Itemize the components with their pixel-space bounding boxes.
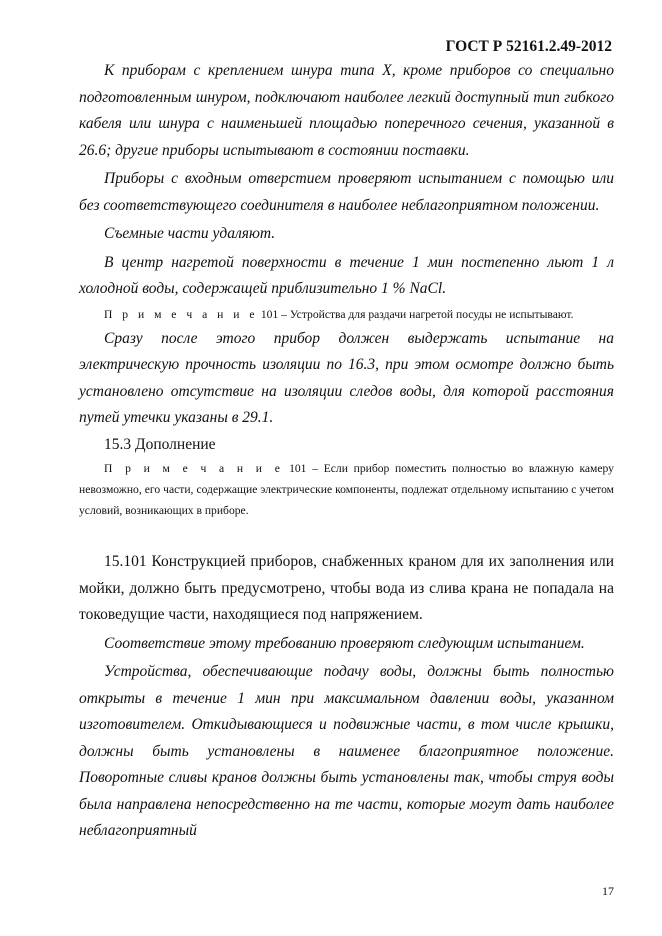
note-101-heated-dish [79,304,614,325]
clause-15-101: 15.101 Конструкцией приборов, снабженных краном для их заполнения или мойки, должно быть предусмотрено, чтобы вода из слива крана не попадала на токоведущие части, находящиеся под напряжением. [79,553,614,623]
paragraph-inlet-appliances: Приборы с входным отверстием проверяют испытанием с помощью или без соответствующего соединителя в наиболее неблагоприятном положении. [79,170,614,214]
paragraph-electric-strength: Сразу после этого прибор должен выдержать испытание на электрическую прочность изоляции по 16.3, при этом осмотре должно быть установлено отсутствие на изоляции следов воды, для которой расстояния путей утечки указаны в 29.1. [79,329,614,426]
note-text: 101 – Если прибор поместить полностью во влажную камеру невозможно, его части, содержащие электрические компоненты, подлежат отдельному испытанию с учетом условий, возникающих в приборе. [79,462,614,517]
paragraph-cord-attachment: К приборам с креплением шнура типа X, кроме приборов со специально подготовленным шнуром, подключают наиболее легкий доступный тип гибкого кабеля или шнура с наименьшей площадью поперечного сечения, указанной в 26.6; другие приборы испытывают в состоянии поставки. [79,62,614,159]
page-content [79,58,614,845]
section-heading-15-3: 15.3 Дополнение [104,435,216,453]
paragraph-compliance-check: Соответствие этому требованию проверяют следующим испытанием. [104,634,585,652]
note-101-humidity-cabinet [79,458,614,521]
paragraph-removable-parts: Съемные части удаляют. [104,225,276,242]
document-code-header: ГОСТ Р 52161.2.49-2012 [445,38,612,55]
note-label: П р и м е ч а н и е [104,462,284,475]
page-number: 17 [602,884,614,898]
note-label: П р и м е ч а н и е [104,307,258,321]
note-text: 101 – Устройства для раздачи нагретой посуды не испытывают. [257,307,574,321]
paragraph-water-supply-test: Устройства, обеспечивающие подачу воды, должны быть полностью открыты в течение 1 мин при максимальном давлении воды, указанном изготовителем. Откидывающиеся и подвижные части, в том числе крышки, должны быть установлены в наименее благоприятное положение. Поворотные сливы кранов должны быть установлены так, чтобы струя воды была направлена непосредственно на те части, которые могут дать наиболее неблагоприятный [79,663,614,839]
paragraph-water-pouring: В центр нагретой поверхности в течение 1 мин постепенно льют 1 л холодной воды, содержащей приблизительно 1 % NaCl. [79,253,614,297]
